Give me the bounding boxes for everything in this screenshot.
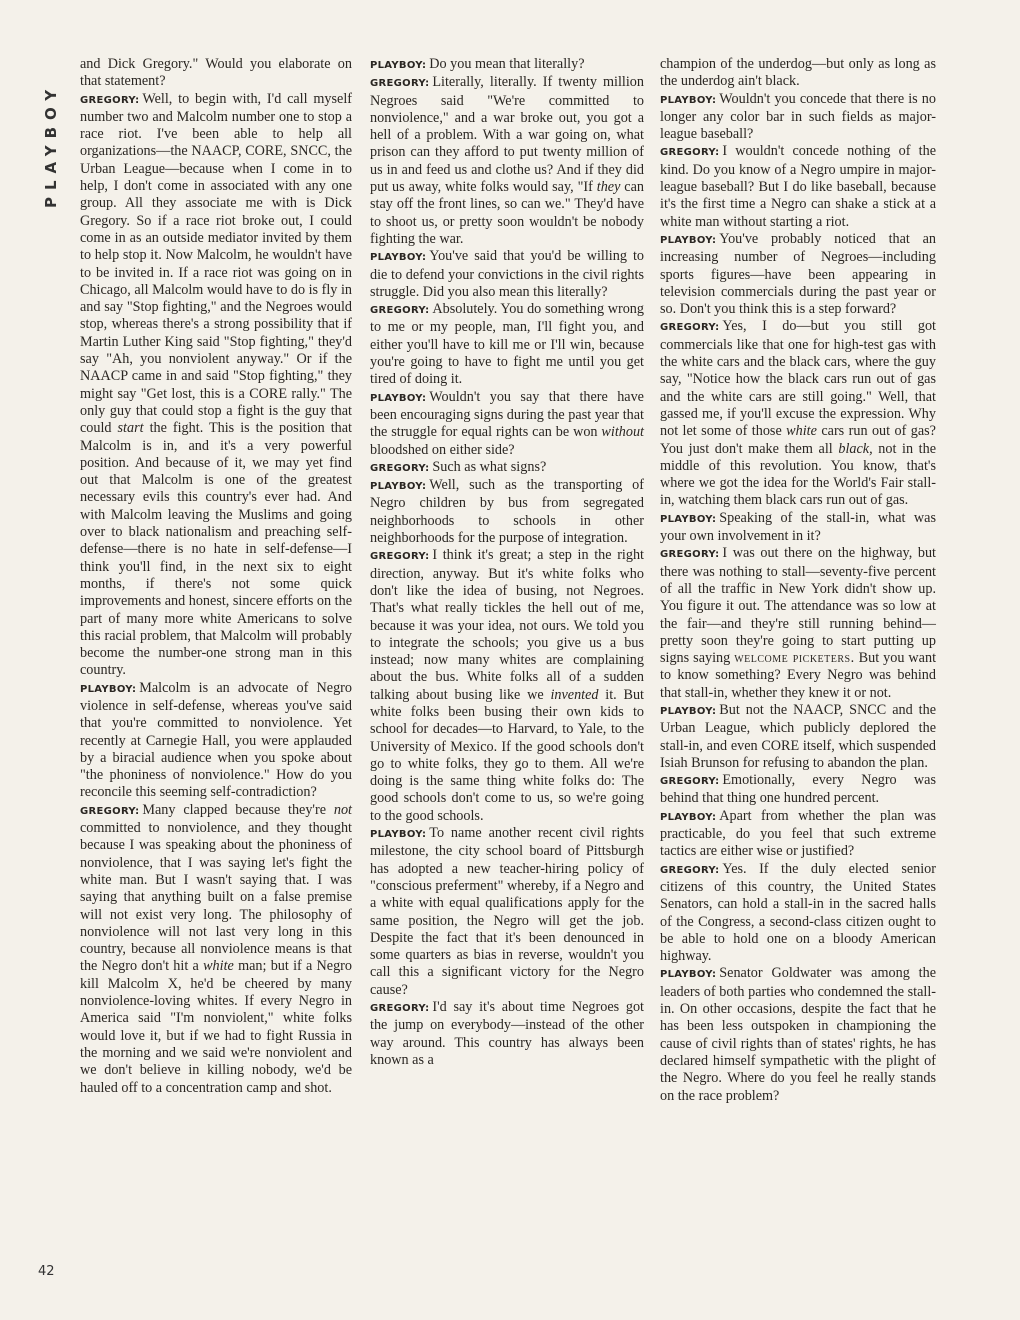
emphasis-text: white	[786, 423, 817, 440]
body-text: Yes. If the duly elected senior citizens of this country, the United States Senators, can hold a stall-in in the sacred halls of the Congress, a second-class citizen ought to be able to hold one on a bloody American highway.	[660, 860, 936, 965]
magazine-title: PLAYBOY	[42, 82, 60, 208]
interview-paragraph	[660, 56, 936, 91]
body-text: You've said that you'd be willing to die to defend your convictions in the civil rights struggle. Did you also mean this literally?	[370, 248, 644, 300]
interview-paragraph	[660, 318, 936, 509]
interview-paragraph	[660, 91, 936, 144]
interview-paragraph	[370, 999, 644, 1069]
interview-paragraph	[660, 510, 936, 546]
speaker-label: PLAYBOY:	[370, 829, 427, 841]
speaker-label: GREGORY:	[660, 549, 720, 561]
body-text: You've probably noticed that an increasing number of Negroes—including sports figures—have been appearing in television commercials during the past year or so. Don't you think this is a step forward?	[660, 230, 936, 318]
body-text: Wouldn't you say that there have been encouraging signs during the past year that the struggle for equal rights can be won	[370, 388, 644, 441]
interview-paragraph	[80, 91, 352, 680]
interview-paragraph	[370, 459, 644, 477]
emphasis-text: white	[203, 958, 234, 975]
interview-paragraph	[370, 477, 644, 547]
body-text: Senator Goldwater was among the leaders of both parties who condemned the stall-in. On other occasions, despite the fact that he has been less outspoken in championing the cause of civil rights than of states' rights, he has declared himself sympathetic with the plight of the Negro. Where do you feel he really stands on the race problem?	[660, 965, 936, 1104]
page-number: 42	[38, 1264, 55, 1279]
body-text: man; but if a Negro kill Malcolm X, he'd be cheered by many nonviolence-loving whites. If every Negro in America said "I'm nonviolent," white folks would love it, but if we had to fight Russia in the morning and we said we're nonviolent and we don't believe in killing nobody, we'd be hauled off to a concentration camp and shot.	[80, 958, 353, 1096]
interview-paragraph	[660, 231, 936, 318]
interview-paragraph	[660, 965, 936, 1104]
interview-paragraph	[370, 389, 644, 459]
small-caps-text: welcome picketers.	[734, 650, 855, 667]
body-text: not in the middle of this revolution. You know, that's where we got the idea for the World's Fair stall-in, watching them black cars run out of gas.	[660, 440, 937, 509]
body-text: Many clapped because they're	[142, 801, 334, 818]
body-text: I think it's great; a step in the right direction, anyway. But it's white folks who don't like the idea of busing, not Negroes. That's what really tickles the hell out of me, because it was your idea, not ours. We told you to integrate the schools; you give us a bus instead; now many whites are complaining about the bus. White folks all of a sudden talking about busing like we	[370, 547, 644, 703]
body-text: bloodshed on either side?	[370, 441, 515, 458]
interview-paragraph	[660, 861, 936, 966]
body-text: cars run out of gas? You just don't make them all	[660, 423, 936, 457]
interview-paragraph	[660, 545, 936, 702]
interview-paragraph	[660, 143, 936, 230]
speaker-label: GREGORY:	[660, 776, 720, 788]
body-text: Such as what signs?	[432, 458, 547, 475]
body-text: Absolutely. You do something wrong to me or my people, man, I'll fight you, and either you'll have to kill me or I'll win, because you're going to have to fight me until you get tired of doing it.	[370, 301, 644, 388]
body-text: Well, such as the transporting of Negro children by bus from segregated neighborhoods to schools in other neighborhoods for the purpose of integration.	[370, 477, 644, 547]
body-text: Literally, literally. If twenty million Negroes said "We're committed to nonviolence," and a war broke out, you got a hell of a problem. With a war going on, what prison can they afford to put twenty million of us in and feed us and clothe us? And if they did put us away, white folks would say, "If	[370, 74, 644, 196]
interview-paragraph	[80, 802, 352, 1097]
body-text: champion of the underdog—but only as long as the underdog ain't black.	[660, 56, 936, 90]
body-text: Do you mean that literally?	[429, 56, 585, 72]
speaker-label: GREGORY:	[80, 94, 140, 106]
body-text: Yes, I do—but you still got commercials like that one for high-test gas with the white cars and the black cars, where the guy say, "Notice how the black cars run out of gas and the white cars are still going." Well, that gassed me, if you'll excuse the expression. Why not let some of those	[660, 318, 936, 440]
body-text: Well, to begin with, I'd call myself number two and Malcolm number one to stop a race riot. I've been able to help all organizations—the NAACP, CORE, SNCC, the Urban League—because when I come in to help, I don't come in associated with any one group. All they associate me with is Dick Gregory. So if a race riot broke out, I could come in as an outside mediator invited by them to help stop it. Now Malcolm, he wouldn't have to be invited in. If a race riot was going on in Chicago, all Malcolm would have to do is fly in and say "Stop fighting," and the Negroes would stop, whereas there's a strong possibility that if Martin Luther King said "Stop fighting," they'd say "Ah, you nonviolent anyway." Or if the NAACP came in and said "Stop fighting," they might say "Get lost, this is a CORE rally." The only guy that could stop a fight is the guy that could	[80, 90, 352, 437]
emphasis-text: black,	[838, 440, 873, 457]
speaker-label: PLAYBOY:	[660, 705, 717, 717]
speaker-label: GREGORY:	[370, 305, 430, 317]
body-text: I was out there on the highway, but there was nothing to stall—seventy-five percent of all the traffic in New York didn't show up. You figure it out. The attendance was so low at the fair—and they're still running behind—pretty soon they're going to start putting up signs saying	[660, 545, 936, 667]
interview-paragraph	[370, 547, 644, 825]
running-head	[42, 58, 66, 208]
speaker-label: GREGORY:	[370, 78, 430, 90]
interview-paragraph	[370, 248, 644, 301]
body-text: Emotionally, every Negro was behind that thing one hundred percent.	[660, 772, 936, 807]
interview-paragraph	[660, 702, 936, 772]
body-text: But you want to know something? Every Negro was behind that stall-in, whether they knew it or not.	[660, 650, 937, 701]
interview-paragraph	[660, 808, 936, 861]
interview-paragraph	[370, 825, 644, 999]
speaker-label: GREGORY:	[370, 551, 430, 563]
body-text: Speaking of the stall-in, what was your own involvement in it?	[660, 509, 936, 545]
body-text: I wouldn't concede nothing of the kind. Do you know of a Negro umpire in major-league baseball? But I do like baseball, because it's the first time a Negro can shake a stick at a white man without starting a riot.	[660, 143, 936, 230]
speaker-label: GREGORY:	[370, 462, 430, 474]
body-text: I'd say it's about time Negroes got the jump on everybody—instead of the other way around. This country has always been known as a	[370, 999, 644, 1068]
body-text: To name another recent civil rights milestone, the city school board of Pittsburgh has adopted a new teacher-hiring policy of "conscious preferment" whereby, if a Negro and a white with equal qualifications apply for the same position, the Negro will get the job. Despite the fact that it's been denounced in some quarters as bias in reverse, wouldn't you call this a significant victory for the Negro cause?	[370, 825, 644, 998]
body-text: Apart from whether the plan was practicable, do you feel that such extreme tactics are either wise or justified?	[660, 807, 936, 860]
interview-paragraph	[370, 56, 644, 74]
interview-paragraph	[80, 680, 352, 802]
speaker-label: PLAYBOY:	[660, 811, 717, 823]
body-text: Wouldn't you concede that there is no longer any color bar in such fields as major-league baseball?	[660, 90, 936, 143]
speaker-label: PLAYBOY:	[370, 252, 427, 264]
text-column-3	[660, 56, 936, 1105]
speaker-label: GREGORY:	[660, 322, 720, 334]
interview-paragraph	[660, 772, 936, 808]
body-text: committed to nonviolence, and they thought because I was speaking about the phoniness of nonviolence, that I was saying let's fight the white man. But I wasn't saying that. I was saying that anything built on a false premise will not exist very long. The philosophy of nonviolence will not last very long in this country, because all nonviolence means is that the Negro don't hit a	[80, 820, 352, 975]
speaker-label: PLAYBOY:	[370, 392, 427, 404]
body-text: can stay off the front lines, so can we." They'd have to shoot us, or pretty soon wouldn't be nobody fighting the war.	[370, 179, 644, 247]
interview-paragraph	[80, 56, 352, 91]
interview-paragraph	[370, 301, 644, 388]
emphasis-text: they	[596, 179, 621, 196]
text-column-2	[370, 56, 644, 1069]
speaker-label: PLAYBOY:	[660, 969, 717, 981]
speaker-label: PLAYBOY:	[660, 513, 717, 525]
speaker-label: GREGORY:	[660, 147, 720, 159]
interview-paragraph	[370, 74, 644, 248]
speaker-label: GREGORY:	[660, 864, 720, 876]
text-column-1	[80, 56, 352, 1097]
emphasis-text: not	[333, 801, 352, 818]
speaker-label: GREGORY:	[80, 805, 140, 817]
speaker-label: PLAYBOY:	[660, 234, 717, 246]
body-text: it. But white folks been busing their own kids to school for decades—to Harvard, to Yale, to the University of Mexico. If the good schools don't go to white folks, they go to them. All we're doing is the same thing white folks do: The good schools don't come to us, so we're going to the good schools.	[370, 686, 644, 824]
body-text: the fight. This is the position that Malcolm is in, and it's a very powerful position. And because of it, we may yet find out that Malcolm is one of the greatest necessary evils this country's ever had. And with Malcolm leaving the Muslims and going over to black nationalism and preaching self-defense—there is no hate in self-defense—I think you'll find, in the next six to eight months, if there's not some quick improvements and honest, sincere efforts on the part of many more white Americans to solve this racial problem, that Malcolm will probably become the number-one strong man in this country.	[80, 420, 352, 679]
body-text: But not the NAACP, SNCC and the Urban League, which publicly deplored the stall-in, and even CORE itself, which suspended Isiah Brunson for refusing to abandon the plan.	[660, 701, 936, 771]
speaker-label: PLAYBOY:	[370, 481, 427, 493]
emphasis-text: without	[601, 424, 644, 441]
body-text: Malcolm is an advocate of Negro violence in self-defense, whereas you've said that you're committed to nonviolence. Yet recently at Carnegie Hall, you were applauded by a biracial audience when you spoke about "the phoniness of nonviolence." How do you reconcile this seeming self-contradiction?	[80, 679, 352, 801]
speaker-label: PLAYBOY:	[80, 683, 137, 695]
speaker-label: PLAYBOY:	[660, 94, 717, 106]
speaker-label: PLAYBOY:	[370, 60, 427, 71]
emphasis-text: invented	[550, 686, 599, 703]
speaker-label: GREGORY:	[370, 1003, 430, 1015]
body-text: and Dick Gregory." Would you elaborate on that statement?	[80, 56, 352, 90]
emphasis-text: start	[117, 420, 144, 437]
